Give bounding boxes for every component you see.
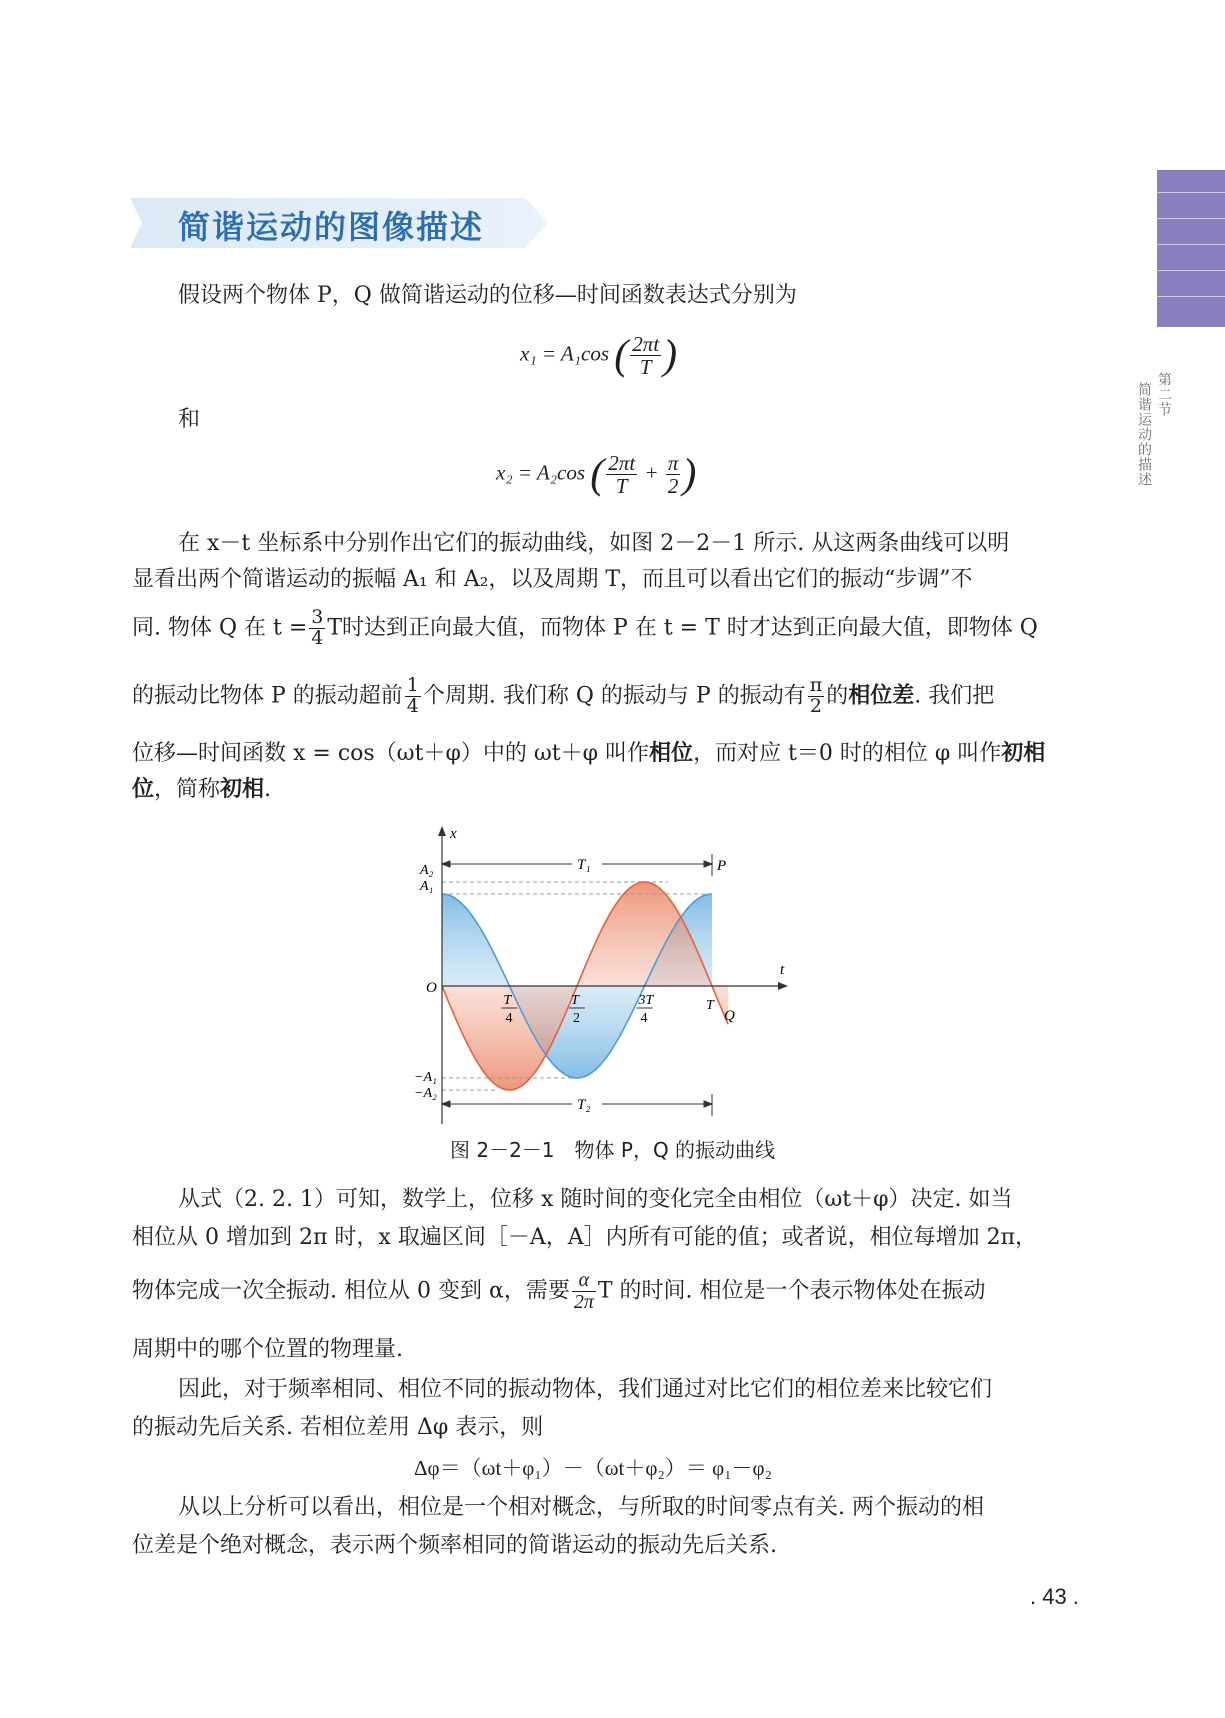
vibration-figure xyxy=(412,824,792,1134)
x-axis-label: t xyxy=(780,962,785,978)
eq2-plus: + xyxy=(644,460,659,485)
para-2-line-3: 同. 物体 Q 在 t = $\frac{3}{4}$ T时达到正向最大值，而物体 P 在 t = T 时才达到正向最大值，即物体 Q xyxy=(132,606,1038,649)
term-phase: 相位 xyxy=(649,741,694,766)
section-heading xyxy=(130,198,550,248)
word-and: 和 xyxy=(178,407,201,432)
para-1: 假设两个物体 P，Q 做简谐运动的位移—时间函数表达式分别为 xyxy=(178,283,797,308)
para-3-line-4: 周期中的哪个位置的物理量. xyxy=(132,1337,403,1362)
para-4-line-2: 的振动先后关系. 若相位差用 Δφ 表示，则 xyxy=(132,1415,544,1440)
tick-den-1: 4 xyxy=(505,1011,513,1026)
side-chapter: 第二节 xyxy=(1156,372,1172,417)
para-2-line-5: 位移—时间函数 x = cos（ωt＋φ）中的 ωt＋φ 叫作相位，而对应 t＝0 时的相位 φ 叫作初相 xyxy=(132,741,1046,766)
tick-3 xyxy=(637,993,655,1026)
eq1-num: 2πt xyxy=(632,332,660,356)
origin-label: O xyxy=(426,980,437,996)
eq2-den: T xyxy=(615,474,628,499)
eq2-den2: 2 xyxy=(667,474,679,499)
equation-3: Δφ＝（ωt＋φ₁）－（ωt＋φ₂）＝ φ₁－φ₂ xyxy=(414,1456,772,1480)
side-section: 简谐运动的描述 xyxy=(1136,382,1152,487)
label-a2: A₂ xyxy=(420,863,434,878)
label-neg-a1: −A₁ xyxy=(414,1070,437,1085)
para-3-line-1: 从式（2. 2. 1）可知，数学上，位移 x 随时间的变化完全由相位（ωt＋φ）决定. 如当 xyxy=(178,1187,1013,1212)
para-2-line-6: 位，简称初相. xyxy=(132,777,272,802)
para-2-line-4: 的振动比物体 P 的振动超前 $\frac{1}{4}$ 个周期. 我们称 Q 的振动与 P 的振动有 $\frac{\pi}{2}$ 的相位差. 我们把 xyxy=(132,674,995,717)
figure-caption: 图 2－2－1 物体 P，Q 的振动曲线 xyxy=(450,1138,776,1162)
tick-num-3: 3T xyxy=(638,993,654,1008)
page-number: . 43 . xyxy=(1030,1584,1079,1609)
tick-num-2: T xyxy=(571,993,579,1008)
para-3-line-2: 相位从 0 增加到 2π 时，x 取遍区间［－A，A］内所有可能的值；或者说，相位每增加 2π， xyxy=(132,1225,1038,1250)
label-q: Q xyxy=(724,1008,735,1024)
heading-text: 简谐运动的图像描述 xyxy=(178,208,485,246)
tick-num-4: T xyxy=(706,998,714,1013)
para-2-line-1: 在 x－t 坐标系中分别作出它们的振动曲线，如图 2－2－1 所示. 从这两条曲线可以明 xyxy=(178,531,1010,556)
tick-den-3: 4 xyxy=(640,1011,648,1026)
label-t1: T₁ xyxy=(577,857,591,873)
para-5-line-1: 从以上分析可以看出，相位是一个相对概念，与所取的时间零点有关. 两个振动的相 xyxy=(178,1495,984,1520)
y-axis-label: x xyxy=(450,826,457,842)
label-neg-a2: −A₂ xyxy=(414,1086,437,1101)
term-initial-phase-short: 初相 xyxy=(220,777,265,802)
para-2-line-2: 显看出两个简谐运动的振幅 A₁ 和 A₂，以及周期 T，而且可以看出它们的振动“步调”不 xyxy=(132,567,973,592)
para-3-line-3: 物体完成一次全振动. 相位从 0 变到 α，需要 $\frac{\alpha}{2\pi}$ T 的时间. 相位是一个表示物体处在振动 xyxy=(132,1269,986,1313)
eq1-den: T xyxy=(639,355,652,380)
term-phase-difference: 相位差 xyxy=(848,683,915,709)
label-p: P xyxy=(717,858,727,874)
side-running-title xyxy=(1136,372,1174,487)
equation-2: x₂ = A₂cos ( $\frac{2\pi t}{T}$ + $\frac{\pi}{2}$ ) xyxy=(496,451,697,499)
para-4-line-1: 因此，对于频率相同、相位不同的振动物体，我们通过对比它们的相位差来比较它们 xyxy=(178,1377,993,1402)
para-5-line-2: 位差是个绝对概念，表示两个频率相同的简谐运动的振动先后关系. xyxy=(132,1533,777,1558)
x-axis-arrow xyxy=(778,982,788,990)
label-a1: A₁ xyxy=(420,879,434,894)
equation-1: x₁ = A₁cos ( $\frac{2\pi t}{T}$ ) xyxy=(520,332,678,380)
eq2-num2: π xyxy=(667,451,679,475)
eq2-num: 2πt xyxy=(608,451,636,475)
eq1-lhs: x₁ = A₁cos xyxy=(520,341,610,366)
tick-den-2: 2 xyxy=(573,1011,580,1026)
term-initial-phase: 初相 xyxy=(1001,741,1046,766)
y-axis-arrow xyxy=(438,826,446,836)
label-t2: T₂ xyxy=(577,1097,591,1113)
tick-4 xyxy=(706,998,715,1013)
tick-num-1: T xyxy=(503,993,512,1008)
eq2-lhs: x₂ = A₂cos xyxy=(496,460,586,485)
chapter-tab xyxy=(1157,170,1225,327)
